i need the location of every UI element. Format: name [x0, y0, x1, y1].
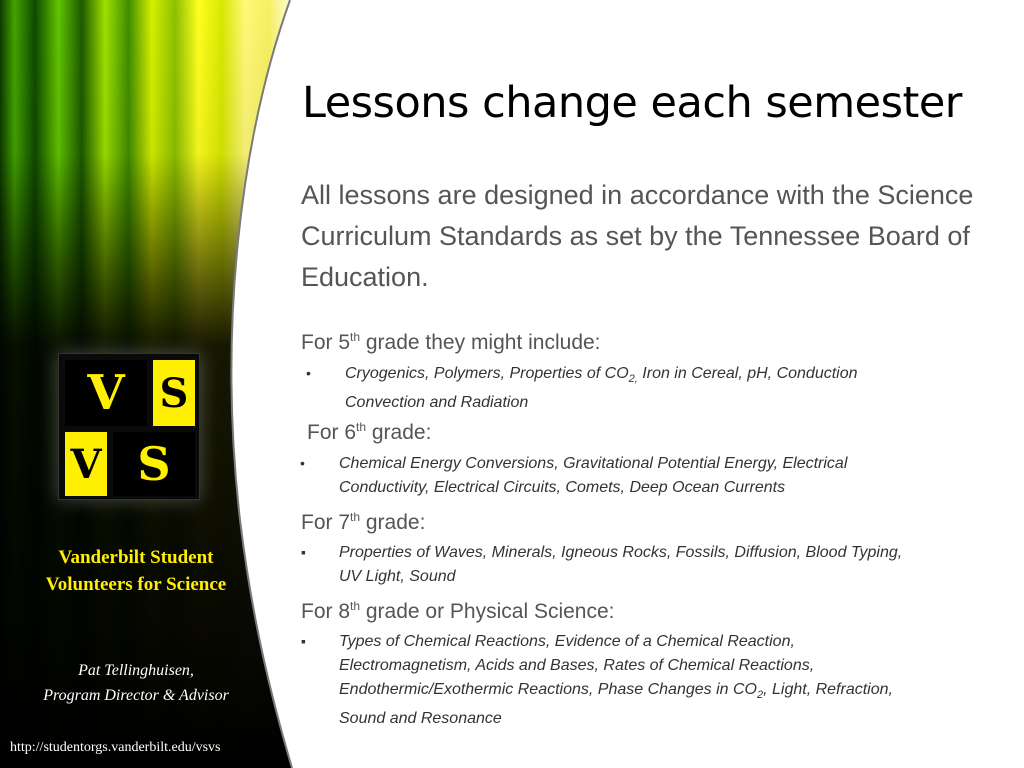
topic-text: Cryogenics, Polymers, Properties of CO	[345, 365, 629, 382]
topic-line	[345, 362, 858, 391]
logo-tile-3: V	[65, 432, 107, 496]
topic-text: Endothermic/Exothermic Reactions, Phase Changes in CO	[339, 681, 757, 698]
grade-8-suffix: grade or Physical Science:	[360, 600, 615, 623]
topic-line: Properties of Waves, Minerals, Igneous Rocks, Fossils, Diffusion, Blood Typing,	[339, 544, 903, 561]
topic-line: Convection and Radiation	[345, 394, 529, 412]
director-title: Program Director & Advisor	[43, 687, 229, 704]
grade-5-topics	[345, 362, 858, 415]
bullet-marker: ▪	[301, 633, 306, 649]
topic-line: Conductivity, Electrical Circuits, Comets, Deep Ocean Currents	[339, 479, 786, 496]
grade-7-heading	[301, 510, 425, 535]
org-line-2: Volunteers for Science	[45, 574, 227, 595]
website-url: http://studentorgs.vanderbilt.edu/vsvs	[10, 740, 221, 755]
topic-line	[339, 678, 893, 707]
topic-text: , Light, Refraction,	[763, 681, 893, 698]
grade-5-heading	[301, 330, 601, 355]
grade-6-heading	[307, 420, 431, 445]
grade-7-prefix: For 7	[301, 511, 351, 534]
org-line-1: Vanderbilt Student	[58, 547, 214, 568]
grade-5-suffix: grade they might include:	[360, 331, 601, 354]
director-name: Pat Tellinghuisen,	[78, 662, 194, 679]
slide-title: Lessons change each semester	[302, 78, 962, 128]
intro-paragraph: All lessons are designed in accordance with the Science Curriculum Standards as set by the Tennessee Board of Education.	[301, 180, 974, 292]
grade-8-topics	[339, 630, 893, 731]
grade-5-prefix: For 5	[301, 331, 351, 354]
bullet-marker: ▪	[301, 544, 306, 560]
subscript: 2,	[628, 373, 638, 386]
vsvs-logo	[58, 353, 200, 500]
grade-5-sup: th	[350, 330, 361, 344]
logo-tile-2: S	[153, 360, 195, 426]
grade-7-topics	[339, 541, 902, 589]
topic-line: Types of Chemical Reactions, Evidence of a Chemical Reaction,	[339, 633, 795, 650]
topic-line: Electromagnetism, Acids and Bases, Rates of Chemical Reactions,	[339, 657, 815, 674]
sidebar-panel	[0, 0, 300, 768]
grade-8-sup: th	[350, 599, 361, 613]
grade-6-suffix: grade:	[366, 421, 432, 444]
topic-text: Iron in Cereal, pH, Conduction	[637, 365, 858, 382]
logo-tile-1: V	[65, 360, 147, 426]
topic-line: Chemical Energy Conversions, Gravitational Potential Energy, Electrical	[339, 455, 848, 472]
logo-tile-4: S	[113, 432, 195, 496]
grade-8-prefix: For 8	[301, 600, 351, 623]
topic-line: UV Light, Sound	[339, 568, 456, 585]
director-credit	[10, 658, 262, 708]
grade-8-heading	[301, 599, 615, 624]
topic-line: Sound and Resonance	[339, 710, 502, 728]
grade-6-topics	[339, 452, 847, 500]
subscript: 2	[756, 689, 764, 702]
organization-name	[10, 544, 262, 598]
grade-6-sup: th	[356, 420, 367, 434]
bullet-marker: •	[300, 455, 305, 471]
grade-7-suffix: grade:	[360, 511, 426, 534]
bullet-marker: •	[306, 365, 311, 381]
grade-7-sup: th	[350, 510, 361, 524]
grade-6-prefix: For 6	[307, 421, 357, 444]
